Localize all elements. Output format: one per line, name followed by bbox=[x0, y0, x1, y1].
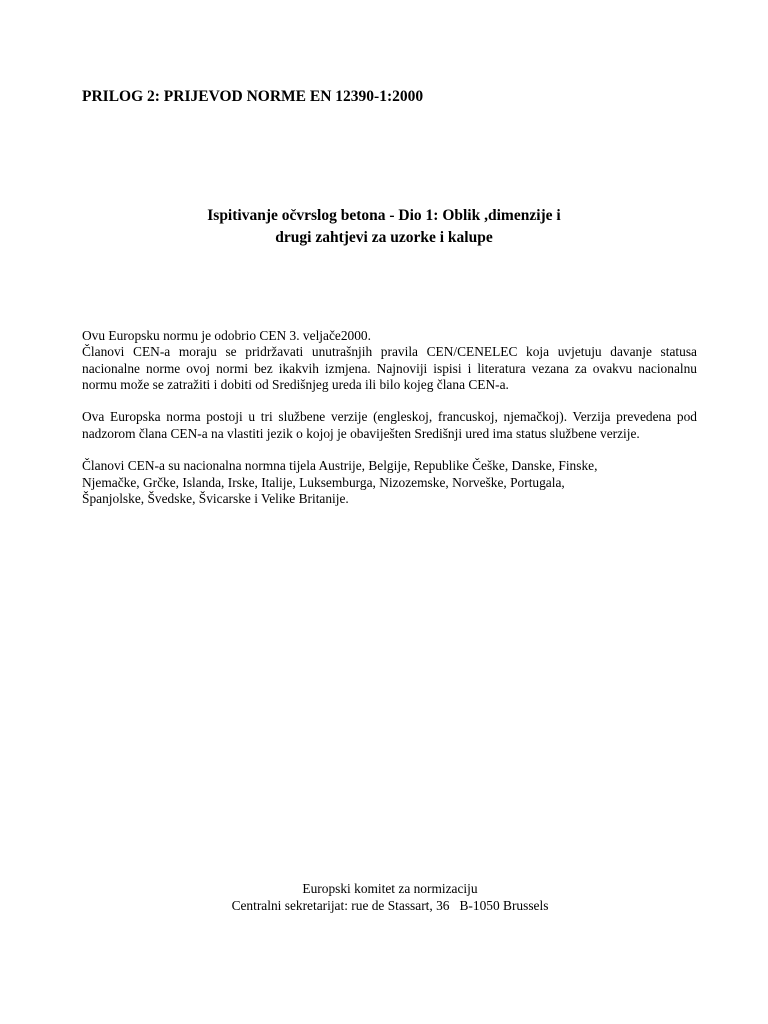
footer bbox=[0, 880, 768, 914]
document-title-line-1: Ispitivanje očvrslog betona - Dio 1: Oblik ,dimenzije i bbox=[207, 207, 561, 224]
members-obligation-paragraph: Članovi CEN-a moraju se pridržavati unutrašnjih pravila CEN/CENELEC koja uvjetuju davanje statusa nacionalne norme ovoj normi bez ikakvih izmjena. Najnoviji ispisi i literatura vezana za ovakvu nacionalnu normu može se zatražiti i dobiti od Središnjeg ureda ili bilo kojeg člana CEN-a. bbox=[82, 344, 697, 392]
approval-line: Ovu Europsku normu je odobrio CEN 3. veljače2000. bbox=[82, 328, 371, 343]
annex-heading: PRILOG 2: PRIJEVOD NORME EN 12390-1:2000 bbox=[82, 88, 424, 105]
body-text bbox=[82, 328, 697, 524]
cen-members-line-2: Njemačke, Grčke, Islanda, Irske, Italije, Luksemburga, Nizozemske, Norveške, Portugala, bbox=[82, 474, 565, 490]
approval-statement bbox=[82, 328, 697, 344]
cen-members-line-1: Članovi CEN-a su nacionalna normna tijela Austrije, Belgije, Republike Češke, Danske, Finske, bbox=[82, 458, 598, 474]
document-title bbox=[0, 205, 768, 249]
footer-address: Centralni sekretarijat: rue de Stassart, 36 B-1050 Brussels bbox=[231, 898, 549, 913]
footer-organization: Europski komitet za normizaciju bbox=[302, 881, 478, 896]
official-versions-paragraph: Ova Europska norma postoji u tri službene verzije (engleskoj, francuskoj, njemačkoj). Verzija prevedena pod nadzorom člana CEN-a na vlastiti jezik o kojoj je obaviješten Središnji ured ima status službene verzije. bbox=[82, 409, 697, 441]
cen-members-line-3: Španjolske, Švedske, Švicarske i Velike Britanije. bbox=[82, 490, 349, 506]
cen-members-paragraph bbox=[82, 458, 697, 507]
document-title-line-2: drugi zahtjevi za uzorke i kalupe bbox=[275, 229, 493, 246]
